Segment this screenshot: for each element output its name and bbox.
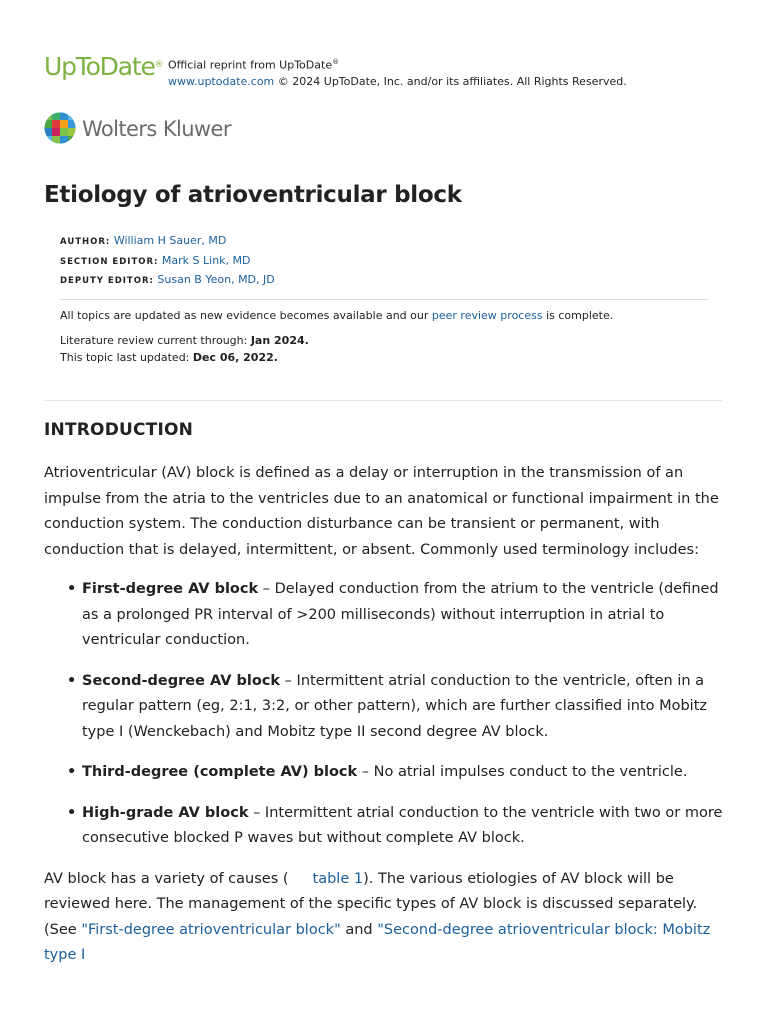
wolters-kluwer-mosaic-icon [44,112,76,144]
wolters-kluwer-logo[interactable] [44,112,294,146]
reprint-notice: Official reprint from UpToDate® www.uptodate.com © 2024 UpToDate, Inc. and/or its affiliates. All Rights Reserved. [168,58,627,88]
article-body [44,461,726,969]
list-item: • Third-degree (complete AV) block – No atrial impulses conduct to the ventricle. [67,764,688,780]
article-title: Etiology of atrioventricular block [44,182,462,208]
last-updated-date: This topic last updated: Dec 06, 2022. [60,351,278,364]
article-metadata [60,232,708,367]
uptodate-logo[interactable]: UpToDate® [44,52,164,81]
review-dates [60,332,708,367]
second-degree-av-block-link[interactable]: "Second-degree atrioventricular block: Mobitz type I [44,921,711,963]
wolters-kluwer-wordmark: Wolters Kluwer [82,117,231,141]
causes-paragraph: AV block has a variety of causes ( table 1). The various etiologies of AV block will be reviewed here. The management of the specific types of AV block is discussed separately. (See "First-degree atrioventricular block" and "Second-degree atrioventricular block: Mobitz type I [44,870,711,963]
intro-paragraph: Atrioventricular (AV) block is defined as a delay or interruption in the transmission of an impulse from the atria to the ventricles due to an anatomical or functional impairment in the conduction system. The conduction disturbance can be transient or permanent, with conduction that is delayed, intermittent, or absent. Commonly used terminology includes: [44,465,719,558]
reprint-line: Official reprint from UpToDate [168,58,333,72]
section-editor-label: SECTION EDITOR: [60,256,159,267]
av-block-terminology-list [44,577,726,852]
author-link[interactable]: William H Sauer, MD [113,234,227,247]
list-item: • Second-degree AV block – Intermittent atrial conduction to the ventricle, often in a regular pattern (eg, 2:1, 3:2, or other pattern), which are further classified into Mobitz type I (Wenckebach) and Mobitz type II second degree AV block. [67,672,707,740]
deputy-editor-label: DEPUTY EDITOR: [60,276,154,286]
copyright-text: © 2024 UpToDate, Inc. and/or its affiliates. All Rights Reserved. [277,74,627,88]
table-1-link[interactable]: table 1 [312,870,364,887]
metadata-divider [60,299,708,300]
reprint-header [44,50,734,90]
author-label: AUTHOR: [60,237,111,247]
author-row [60,232,708,252]
peer-review-link[interactable]: peer review process [431,308,543,322]
section-heading-introduction: INTRODUCTION [44,420,194,440]
first-degree-av-block-link[interactable]: "First-degree atrioventricular block" [81,921,341,938]
literature-review-date: Literature review current through: Jan 2024. [60,333,309,347]
update-note: All topics are updated as new evidence becomes available and our peer review process is complete. [60,308,614,322]
section-editor-row [60,252,708,272]
list-item: • High-grade AV block – Intermittent atrial conduction to the ventricle with two or more consecutive blocked P waves but without complete AV block. [67,804,723,846]
deputy-editor-row [60,271,708,291]
deputy-editor-link[interactable]: Susan B Yeon, MD, JD [157,273,275,286]
section-divider [44,400,722,401]
section-editor-link[interactable]: Mark S Link, MD [161,253,251,267]
list-item: • First-degree AV block – Delayed conduction from the atrium to the ventricle (defined as a prolonged PR interval of >200 milliseconds) without interruption in atrial to ventricular conduction. [67,581,719,648]
table-icon[interactable] [292,872,310,884]
site-link[interactable]: www.uptodate.com [168,74,275,88]
